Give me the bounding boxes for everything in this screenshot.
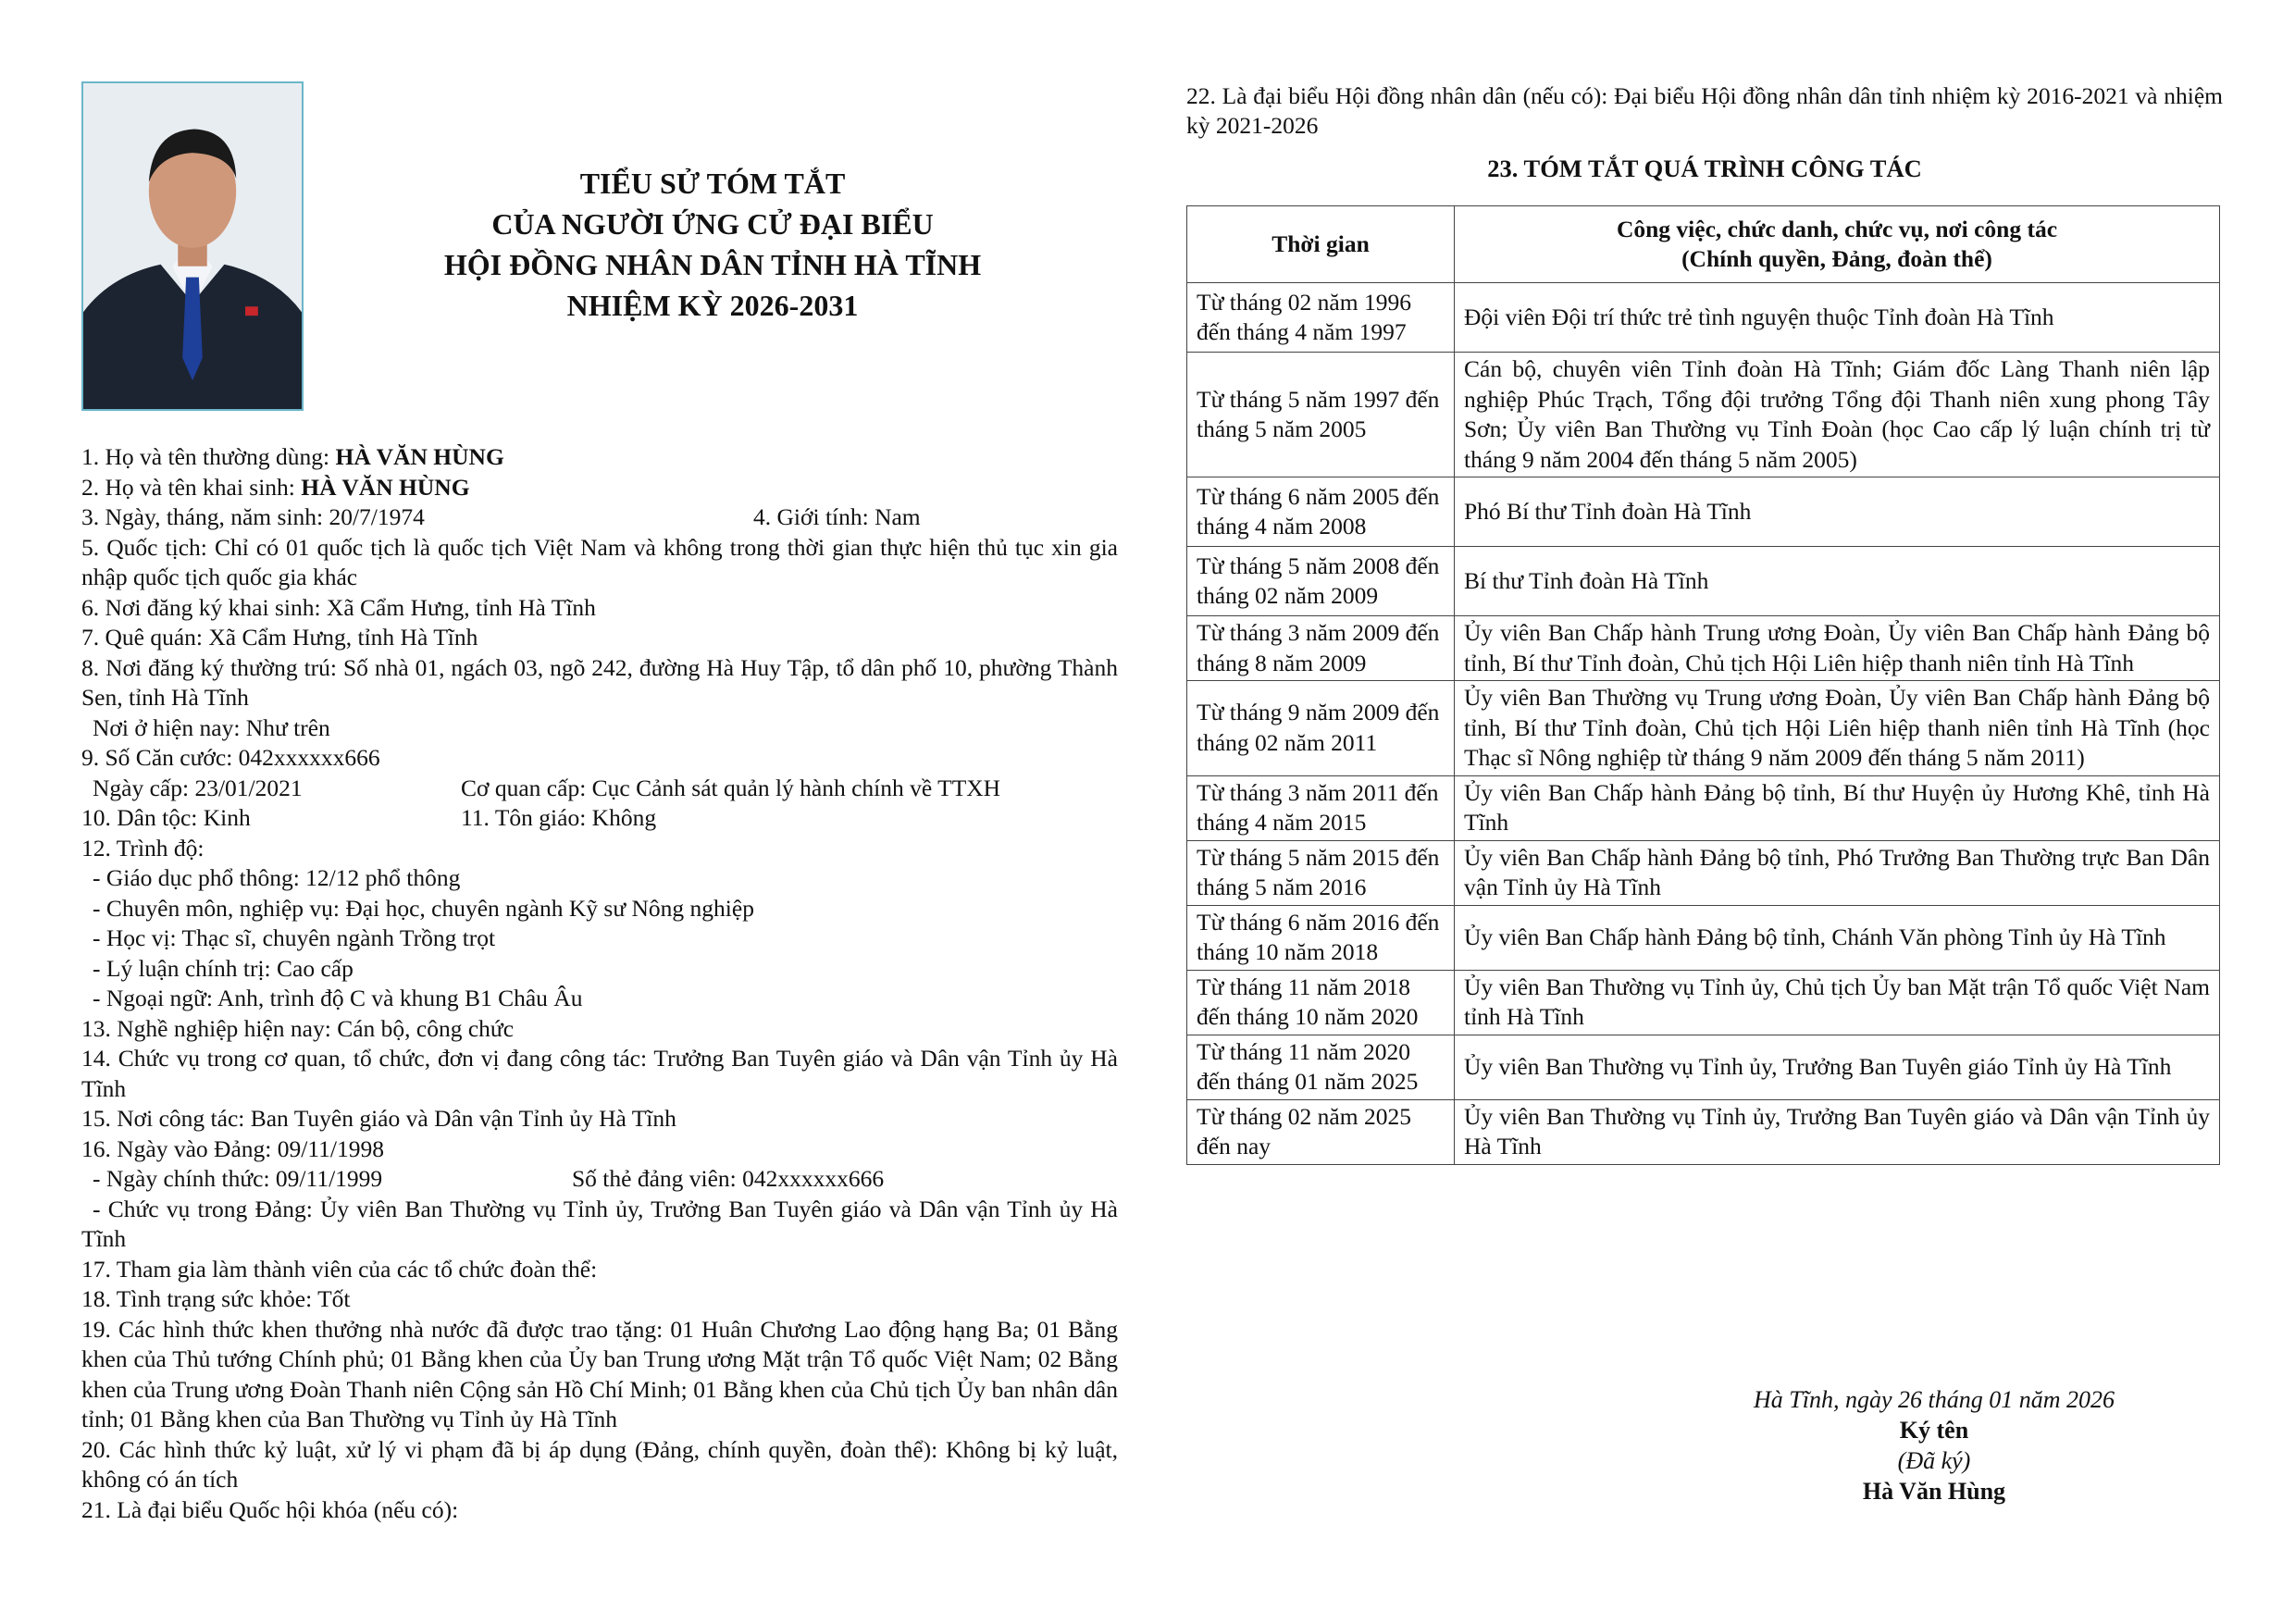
table-row: Từ tháng 5 năm 2008 đến tháng 02 năm 2009 Bí thư Tỉnh đoàn Hà Tĩnh [1187,547,2220,616]
field-dob-gender: 3. Ngày, tháng, năm sinh: 20/7/1974 4. Giới tính: Nam [81,503,921,530]
table-row: Từ tháng 6 năm 2005 đến tháng 4 năm 2008 Phó Bí thư Tỉnh đoàn Hà Tĩnh [1187,477,2220,547]
field-residence: 8. Nơi đăng ký thường trú: Số nhà 01, ngách 03, ngõ 242, đường Hà Huy Tập, tổ dân phố 10, phường Thành Sen, tỉnh Hà Tĩnh [81,653,1118,711]
field-workplace: 15. Nơi công tác: Ban Tuyên giáo và Dân vận Tỉnh ủy Hà Tĩnh [81,1105,676,1132]
field-education-heading: 12. Trình độ: [81,834,205,862]
field-health: 18. Tình trạng sức khỏe: Tốt [81,1285,351,1312]
title-line-2: CỦA NGƯỜI ỨNG CỬ ĐẠI BIỂU [491,207,934,241]
title-line-4: NHIỆM KỲ 2026-2031 [566,289,859,322]
portrait-photo [81,81,304,411]
field-party-official: - Ngày chính thức: 09/11/1999 Số thẻ đảng viên: 042xxxxxx666 [93,1165,885,1192]
field-education-degree: - Học vị: Thạc sĩ, chuyên ngành Trồng trọt [93,924,496,951]
table-row: Từ tháng 9 năm 2009 đến tháng 02 năm 2011 Ủy viên Ban Thường vụ Trung ương Đoàn, Ủy viên Ban Chấp hành Đảng bộ tỉnh, Bí thư Tỉnh đoàn, Chủ tịch Hội Liên hiệp thanh niên tỉnh Hà Tĩnh (học Thạc sĩ Nông nghiệp từ tháng 9 năm 2009 đến tháng 5 năm 2011) [1187,681,2220,776]
field-common-name: 1. Họ và tên thường dùng: HÀ VĂN HÙNG [81,443,504,470]
field-birth-registration: 6. Nơi đăng ký khai sinh: Xã Cẩm Hưng, tỉnh Hà Tĩnh [81,593,596,621]
signature-place-date: Hà Tĩnh, ngày 26 tháng 01 năm 2026 [1754,1386,2115,1413]
field-hometown: 7. Quê quán: Xã Cẩm Hưng, tỉnh Hà Tĩnh [81,624,478,651]
field-current-address: Nơi ở hiện nay: Như trên [93,713,330,741]
field-education-profession: - Chuyên môn, nghiệp vụ: Đại học, chuyên ngành Kỹ sư Nông nghiệp [93,894,754,922]
table-row: Từ tháng 6 năm 2016 đến tháng 10 năm 2018 Ủy viên Ban Chấp hành Đảng bộ tỉnh, Chánh Văn phòng Tỉnh ủy Hà Tĩnh [1187,905,2220,970]
signature-block [1684,1384,2184,1506]
portrait-illustration [83,83,302,409]
field-education-language: - Ngoại ngữ: Anh, trình độ C và khung B1 Châu Âu [93,985,583,1011]
signature-label: Ký tên [1899,1417,1969,1444]
field-id-issue: Ngày cấp: 23/01/2021 Cơ quan cấp: Cục Cảnh sát quản lý hành chính về TTXH [93,774,1001,801]
field-position: 14. Chức vụ trong cơ quan, tổ chức, đơn vị đang công tác: Trưởng Ban Tuyên giáo và Dân vận Tỉnh ủy Hà Tĩnh [81,1045,1118,1102]
header-time: Thời gian [1187,206,1455,283]
table-row: Từ tháng 5 năm 1997 đến tháng 5 năm 2005 Cán bộ, chuyên viên Tỉnh đoàn Hà Tĩnh; Giám đốc Làng Thanh niên lập nghiệp Phúc Trạch, Tổng đội trưởng Tổng đội Thanh niên xung phong Tây Sơn; Ủy viên Ban Thường vụ Tỉnh Đoàn (học Cao cấp lý luận chính trị từ tháng 9 năm 2004 đến tháng 5 năm 2005) [1187,353,2220,477]
field-council-delegate: 22. Là đại biểu Hội đồng nhân dân (nếu có): Đại biểu Hội đồng nhân dân tỉnh nhiệm kỳ 2016-2021 và nhiệm kỳ 2021-2026 [1186,82,2223,139]
field-id-number: 9. Số Căn cước: 042xxxxxx666 [81,744,380,771]
document-title [352,163,1073,326]
personal-info [81,442,1118,1525]
field-discipline: 20. Các hình thức kỷ luật, xử lý vi phạm đã bị áp dụng (Đảng, chính quyền, đoàn thể): Không bị kỷ luật, không có án tích [81,1435,1118,1493]
career-table-header [1187,206,2220,283]
title-line-3: HỘI ĐỒNG NHÂN DÂN TỈNH HÀ TĨNH [443,248,982,281]
table-row: Từ tháng 5 năm 2015 đến tháng 5 năm 2016 Ủy viên Ban Chấp hành Đảng bộ tỉnh, Phó Trưởng Ban Thường trực Ban Dân vận Tỉnh ủy Hà Tĩnh [1187,840,2220,905]
header-job: Công việc, chức danh, chức vụ, nơi công tác (Chính quyền, Đảng, đoàn thể) [1455,206,2220,283]
table-row: Từ tháng 02 năm 2025 đến nay Ủy viên Ban Thường vụ Tỉnh ủy, Trưởng Ban Tuyên giáo và Dân vận Tỉnh ủy Hà Tĩnh [1187,1099,2220,1164]
title-line-1: TIỂU SỬ TÓM TẮT [579,167,846,200]
table-row: Từ tháng 3 năm 2011 đến tháng 4 năm 2015 Ủy viên Ban Chấp hành Đảng bộ tỉnh, Bí thư Huyện ủy Hương Khê, tỉnh Hà Tĩnh [1187,775,2220,840]
career-table [1186,205,2220,1165]
career-section [1186,81,2223,1165]
field-education-political: - Lý luận chính trị: Cao cấp [93,954,354,982]
field-organizations: 17. Tham gia làm thành viên của các tổ chức đoàn thể: [81,1255,598,1283]
field-national-assembly: 21. Là đại biểu Quốc hội khóa (nếu có): [81,1495,459,1523]
field-party-join-date: 16. Ngày vào Đảng: 09/11/1998 [81,1134,384,1162]
field-education-general: - Giáo dục phổ thông: 12/12 phổ thông [93,864,461,891]
table-row: Từ tháng 3 năm 2009 đến tháng 8 năm 2009 Ủy viên Ban Chấp hành Trung ương Đoàn, Ủy viên Ban Chấp hành Đảng bộ tỉnh, Bí thư Tỉnh đoàn, Chủ tịch Hội Liên hiệp thanh niên tỉnh Hà Tĩnh [1187,616,2220,681]
field-ethnicity-religion: 10. Dân tộc: Kinh 11. Tôn giáo: Không [81,804,657,831]
signature-status: (Đã ký) [1897,1447,1971,1474]
field-nationality: 5. Quốc tịch: Chỉ có 01 quốc tịch là quốc tịch Việt Nam và không trong thời gian thực hiện thủ tục xin gia nhập quốc tịch quốc gia khác [81,533,1118,590]
table-row: Từ tháng 11 năm 2018 đến tháng 10 năm 2020 Ủy viên Ban Thường vụ Tỉnh ủy, Chủ tịch Ủy ban Mặt trận Tổ quốc Việt Nam tỉnh Hà Tĩnh [1187,970,2220,1035]
table-row: Từ tháng 11 năm 2020 đến tháng 01 năm 2025 Ủy viên Ban Thường vụ Tỉnh ủy, Trưởng Ban Tuyên giáo Tỉnh ủy Hà Tĩnh [1187,1035,2220,1099]
field-awards: 19. Các hình thức khen thưởng nhà nước đã được trao tặng: 01 Huân Chương Lao động hạng Ba; 01 Bằng khen của Thủ tướng Chính phủ; 01 Bằng khen của Ủy ban Trung ương Mặt trận Tổ quốc Việt Nam; 02 Bằng khen của Trung ương Đoàn Thanh niên Cộng sản Hồ Chí Minh; 01 Bằng khen của Chủ tịch Ủy ban nhân dân tỉnh; 01 Bằng khen của Ban Thường vụ Tỉnh ủy Hà Tĩnh [81,1315,1118,1432]
signature-name: Hà Văn Hùng [1862,1478,2006,1505]
table-row: Từ tháng 02 năm 1996 đến tháng 4 năm 1997 Đội viên Đội trí thức trẻ tình nguyện thuộc Tỉnh đoàn Hà Tĩnh [1187,283,2220,353]
field-party-position: - Chức vụ trong Đảng: Ủy viên Ban Thường vụ Tỉnh ủy, Trưởng Ban Tuyên giáo và Dân vận Tỉnh ủy Hà Tĩnh [81,1195,1118,1252]
field-birth-name: 2. Họ và tên khai sinh: HÀ VĂN HÙNG [81,473,470,501]
field-occupation: 13. Nghề nghiệp hiện nay: Cán bộ, công chức [81,1014,515,1042]
career-heading: 23. TÓM TẮT QUÁ TRÌNH CÔNG TÁC [1487,155,1922,182]
